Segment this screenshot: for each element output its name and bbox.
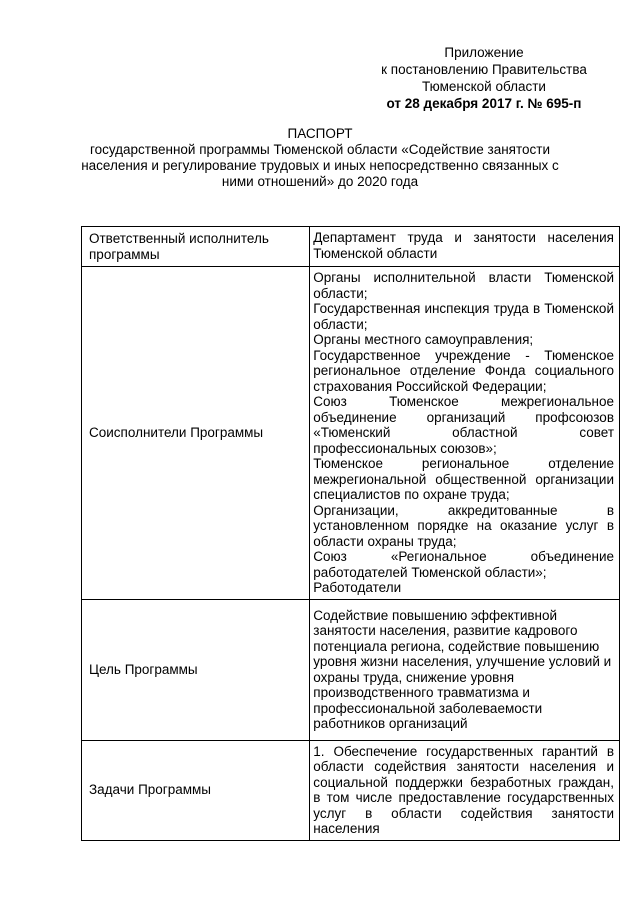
value-line: Содействие повышению эффективной занятости населения, развитие кадрового потенциала региона, содействие повышению уровня жизни населения, улучшение условий и охраны труда, снижение уровня производственного травматизма и профессиональной заболеваемости работников организаций: [313, 607, 612, 731]
title-line-4: ними отношений» до 2020 года: [221, 174, 419, 189]
table-row: [82, 599, 620, 740]
value-line: Органы исполнительной власти Тюменской области;: [313, 270, 614, 301]
row-label: Задачи Программы: [82, 740, 310, 840]
table-row: [82, 267, 620, 600]
title-line-2: государственной программы Тюменской области «Содействие занятости: [89, 142, 551, 157]
appendix-header: [360, 44, 608, 112]
row-label: Цель Программы: [82, 599, 310, 740]
value-line: Работодатели: [313, 580, 402, 595]
passport-table: [81, 226, 620, 841]
value-line: Государственное учреждение - Тюменское региональное отделение Фонда социального страхования Российской Федерации;: [313, 347, 614, 394]
value-line: Государственная инспекция труда в Тюменской области;: [313, 301, 614, 332]
value-line: 1. Обеспечение государственных гарантий в области содействия занятости населения и социальной поддержки безработных граждан, в том числе предоставление государственных услуг в области содействия занятости населения: [313, 743, 614, 836]
document-title: [80, 126, 560, 190]
value-line: Организации, аккредитованные в установленном порядке на оказание услуг в области охраны труда;: [313, 502, 614, 549]
value-line: Департамент труда и занятости населения Тюменской области: [313, 230, 614, 261]
value-line: Союз Тюменское межрегиональное объединение организаций профсоюзов «Тюменский областной совет профессиональных союзов»;: [313, 394, 614, 456]
appendix-date-number: от 28 декабря 2017 г. № 695-п: [386, 96, 582, 111]
row-value: [310, 740, 620, 840]
table-row: [82, 740, 620, 840]
value-line: Союз «Региональное объединение работодателей Тюменской области»;: [313, 549, 614, 580]
row-value: [310, 599, 620, 740]
row-label: Ответственный исполнитель программы: [82, 227, 310, 267]
title-line-3: населения и регулирование трудовых и иных непосредственно связанных с: [81, 158, 559, 173]
value-line: Органы местного самоуправления;: [313, 332, 534, 347]
title-line-1: ПАСПОРТ: [287, 126, 353, 141]
appendix-line-3: Тюменской области: [422, 79, 546, 94]
table-row: [82, 227, 620, 267]
appendix-line-1: Приложение: [444, 45, 524, 60]
row-label: Соисполнители Программы: [82, 267, 310, 600]
appendix-line-2: к постановлению Правительства: [381, 62, 587, 77]
row-value: [310, 227, 620, 267]
value-line: Тюменское региональное отделение межрегиональной общественной организации специалистов по охране труда;: [313, 456, 614, 502]
row-value: [310, 267, 620, 600]
